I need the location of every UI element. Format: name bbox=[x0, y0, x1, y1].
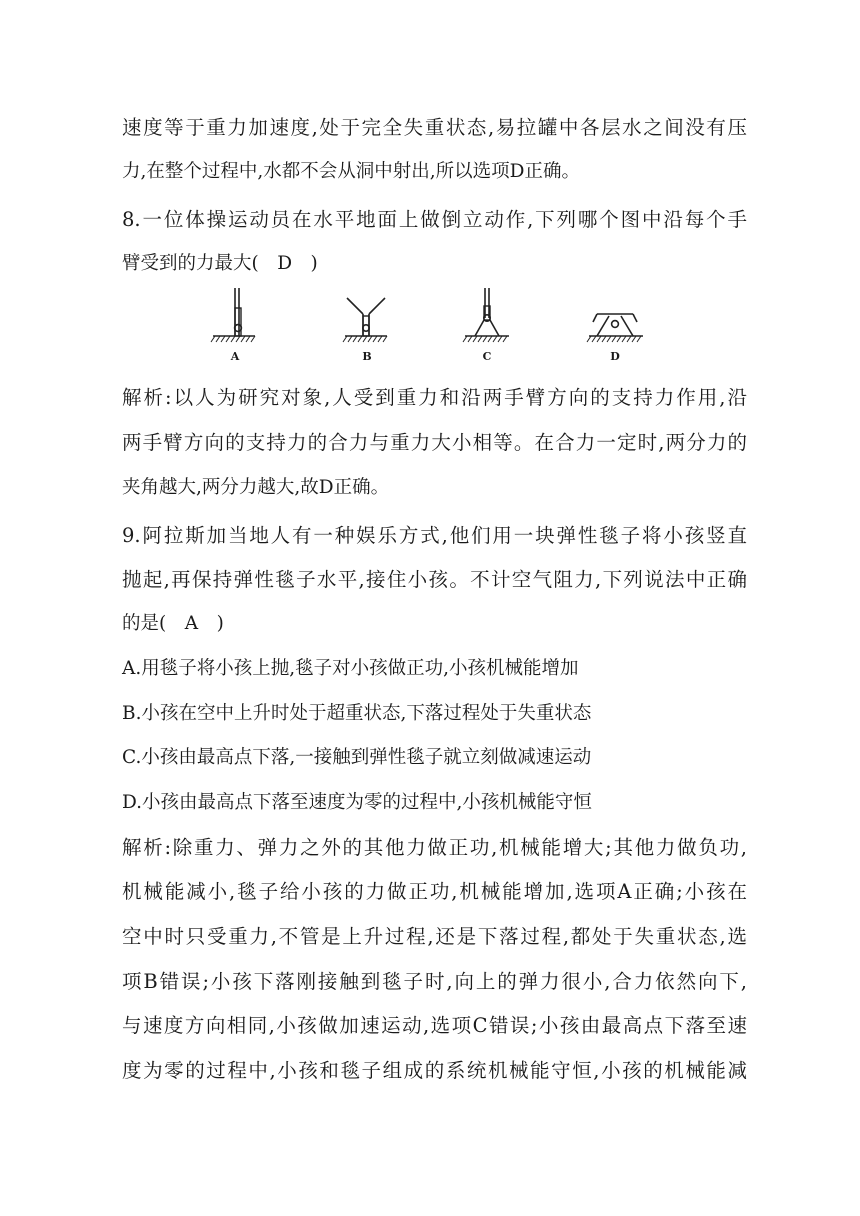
handstand-a-drawing bbox=[205, 288, 285, 350]
figure-label-c: C bbox=[482, 350, 492, 363]
option-b: B.小孩在空中上升时处于超重状态,下落过程处于失重状态 bbox=[122, 703, 592, 724]
analysis-9-line-5: 与速度方向相同,小孩做加速运动,选项C错误;小孩由最高点下落至速 bbox=[122, 1014, 747, 1037]
question-9-line-3: 的是( A ) bbox=[122, 613, 224, 634]
analysis-9-line-4: 项B错误;小孩下落刚接触到毯子时,向上的弹力很小,合力依然向下, bbox=[122, 970, 747, 993]
text-line-1: 速度等于重力加速度,处于完全失重状态,易拉罐中各层水之间没有压 bbox=[122, 116, 747, 139]
question-8-line-1: 8.一位体操运动员在水平地面上做倒立动作,下列哪个图中沿每个手 bbox=[122, 208, 747, 231]
handstand-c-drawing bbox=[447, 288, 527, 350]
handstand-figure bbox=[205, 288, 655, 368]
figure-option-b bbox=[325, 288, 405, 368]
analysis-9-line-6: 度为零的过程中,小孩和毯子组成的系统机械能守恒,小孩的机械能减 bbox=[122, 1059, 747, 1082]
question-9-line-2: 抛起,再保持弹性毯子水平,接住小孩。不计空气阻力,下列说法中正确 bbox=[122, 568, 747, 591]
question-8-line-2: 臂受到的力最大( D ) bbox=[122, 253, 318, 274]
text-line-2: 力,在整个过程中,水都不会从洞中射出,所以选项D正确。 bbox=[122, 161, 580, 182]
figure-option-c bbox=[447, 288, 527, 368]
figure-label-a: A bbox=[230, 350, 240, 363]
handstand-b-drawing bbox=[325, 288, 405, 350]
handstand-d-drawing bbox=[575, 288, 655, 350]
analysis-8-line-3: 夹角越大,两分力越大,故D正确。 bbox=[122, 477, 390, 498]
option-d: D.小孩由最高点下落至速度为零的过程中,小孩机械能守恒 bbox=[122, 792, 592, 813]
option-a: A.用毯子将小孩上抛,毯子对小孩做正功,小孩机械能增加 bbox=[122, 658, 579, 679]
analysis-8-line-1: 解析:以人为研究对象,人受到重力和沿两手臂方向的支持力作用,沿 bbox=[122, 386, 747, 409]
analysis-9-line-1: 解析:除重力、弹力之外的其他力做正功,机械能增大;其他力做负功, bbox=[122, 836, 747, 859]
figure-label-b: B bbox=[362, 350, 372, 363]
option-c: C.小孩由最高点下落,一接触到弹性毯子就立刻做减速运动 bbox=[122, 747, 592, 768]
analysis-9-line-2: 机械能减小,毯子给小孩的力做正功,机械能增加,选项A正确;小孩在 bbox=[122, 880, 747, 903]
analysis-9-line-3: 空中时只受重力,不管是上升过程,还是下落过程,都处于失重状态,选 bbox=[122, 925, 747, 948]
analysis-8-line-2: 两手臂方向的支持力的合力与重力大小相等。在合力一定时,两分力的 bbox=[122, 431, 747, 454]
figure-option-d bbox=[575, 288, 655, 368]
figure-label-d: D bbox=[610, 350, 620, 363]
question-9-line-1: 9.阿拉斯加当地人有一种娱乐方式,他们用一块弹性毯子将小孩竖直 bbox=[122, 524, 747, 547]
figure-option-a bbox=[205, 288, 285, 368]
